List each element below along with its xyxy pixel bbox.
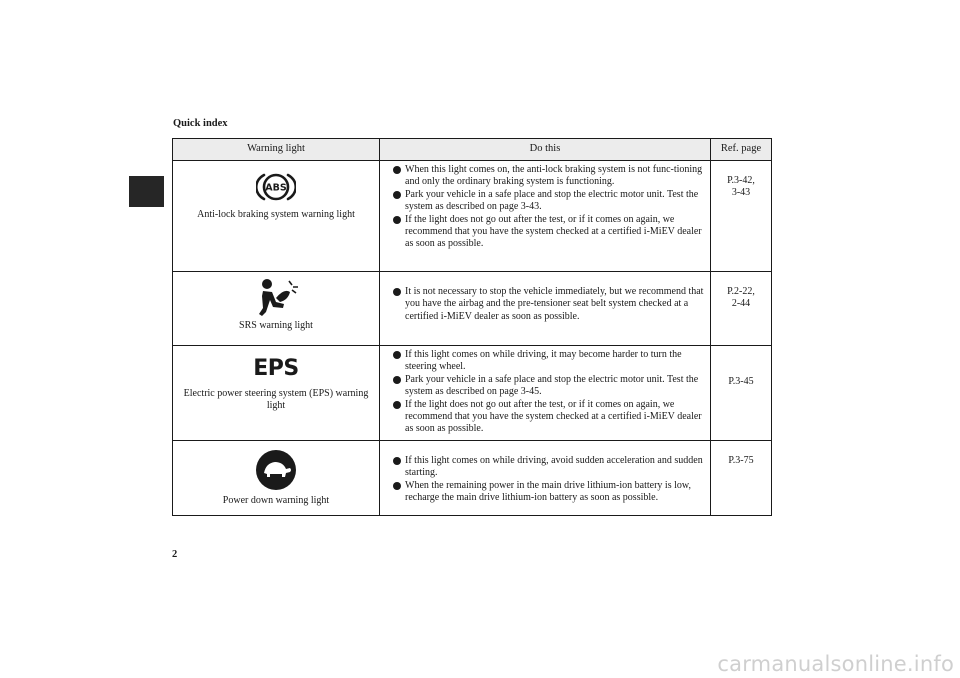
action-step: It is not necessary to stop the vehicle immediately, but we recommend that you have the airbag and the pre-tensioner seat belt system checked at a certified i-MiEV dealer as soon as possible. bbox=[380, 286, 707, 323]
warning-light-cell bbox=[173, 272, 380, 346]
table-row bbox=[173, 272, 772, 346]
ref-page-line: 2-44 bbox=[731, 298, 751, 310]
column-header-warning-light: Warning light bbox=[173, 139, 380, 161]
warning-light-label: Electric power steering system (EPS) warning light bbox=[183, 388, 369, 411]
ref-page-cell bbox=[711, 346, 772, 441]
ref-page-line: P.3-45 bbox=[728, 376, 754, 387]
page-number: 2 bbox=[172, 549, 178, 560]
ref-page-line: P.2-22, bbox=[727, 286, 755, 297]
column-header-do-this: Do this bbox=[380, 139, 711, 161]
warning-light-cell bbox=[173, 440, 380, 515]
eps-icon-text: EPS bbox=[253, 355, 299, 381]
svg-text:ABS: ABS bbox=[265, 182, 287, 194]
action-step: If this light comes on while driving, it may become harder to turn the steering wheel. bbox=[380, 349, 707, 374]
column-header-ref-page: Ref. page bbox=[711, 139, 772, 161]
action-cell bbox=[380, 440, 711, 515]
warning-light-label: Power down warning light bbox=[222, 494, 330, 506]
warning-light-label: SRS warning light bbox=[239, 320, 313, 331]
srs-airbag-icon bbox=[177, 280, 375, 316]
turtle-power-down-icon bbox=[177, 449, 375, 491]
action-step: Park your vehicle in a safe place and stop the electric motor unit. Test the system as described on page 3-43. bbox=[380, 189, 707, 214]
warning-light-cell bbox=[173, 161, 380, 272]
action-cell bbox=[380, 272, 711, 346]
warning-light-label: Anti-lock braking system warning light bbox=[197, 209, 355, 220]
ref-page-line: 3-43 bbox=[731, 187, 751, 199]
ref-page-cell bbox=[711, 440, 772, 515]
site-watermark: carmanualsonline.info bbox=[717, 652, 954, 676]
action-step: When this light comes on, the anti-lock braking system is not func-tioning and only the ordinary braking system is functioning. bbox=[380, 164, 707, 189]
action-cell bbox=[380, 161, 711, 272]
section-tab-marker bbox=[129, 176, 164, 207]
table-header-row bbox=[173, 139, 772, 161]
page-header-title: Quick index bbox=[173, 118, 228, 129]
table-row bbox=[173, 346, 772, 441]
action-cell bbox=[380, 346, 711, 441]
action-step: If this light comes on while driving, avoid sudden acceleration and sudden starting. bbox=[380, 455, 707, 480]
action-step: When the remaining power in the main drive lithium-ion battery is low, recharge the main drive lithium-ion battery as soon as possible. bbox=[380, 480, 707, 505]
ref-page-line: P.3-75 bbox=[728, 454, 754, 466]
action-step: If the light does not go out after the test, or if it comes on again, we recommend that you have the system checked at a certified i-MiEV dealer as soon as possible. bbox=[380, 399, 707, 436]
table-row bbox=[173, 440, 772, 515]
action-step: Park your vehicle in a safe place and stop the electric motor unit. Test the system as described on page 3-45. bbox=[380, 374, 707, 399]
ref-page-cell bbox=[711, 272, 772, 346]
abs-warning-icon bbox=[177, 169, 375, 205]
ref-page-line: P.3-42, bbox=[727, 175, 755, 186]
warning-light-table bbox=[172, 138, 772, 516]
table-row bbox=[173, 161, 772, 272]
ref-page-cell bbox=[711, 161, 772, 272]
action-step: If the light does not go out after the test, or if it comes on again, we recommend that you have the system checked at a certified i-MiEV dealer as soon as possible. bbox=[380, 214, 707, 251]
eps-warning-icon bbox=[177, 354, 375, 384]
warning-light-cell bbox=[173, 346, 380, 441]
